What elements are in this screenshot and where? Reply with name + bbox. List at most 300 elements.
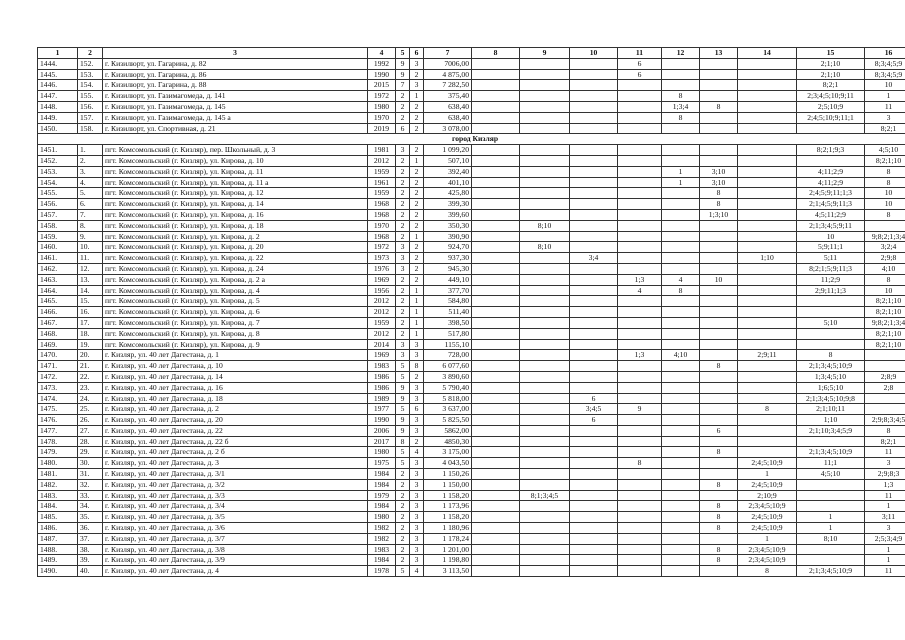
table-cell (662, 415, 700, 426)
table-cell: 2014 (368, 339, 396, 350)
table-cell: 3 (410, 512, 424, 523)
table-cell (865, 350, 905, 361)
table-cell: 3 (410, 479, 424, 490)
table-cell: 1444. (38, 58, 78, 69)
table-cell (570, 425, 618, 436)
table-cell (570, 285, 618, 296)
table-cell: 1 (865, 501, 905, 512)
table-cell (662, 296, 700, 307)
column-header: 4 (368, 48, 396, 59)
table-cell: 8 (662, 91, 700, 102)
table-cell (472, 512, 520, 523)
table-cell: 33. (78, 490, 103, 501)
table-cell: 10 (865, 285, 905, 296)
table-cell: 3 (410, 80, 424, 91)
table-cell (570, 80, 618, 91)
table-cell: 1972 (368, 242, 396, 253)
table-cell: 425,80 (424, 188, 472, 199)
table-cell (797, 490, 865, 501)
table-row (38, 317, 905, 328)
table-cell (797, 307, 865, 318)
table-cell: 1461. (38, 253, 78, 264)
table-cell: 3 (396, 253, 410, 264)
table-cell: 2 (396, 296, 410, 307)
table-cell: 8. (78, 220, 103, 231)
table-cell (618, 307, 662, 318)
table-cell (700, 253, 738, 264)
table-cell: 1;10 (738, 253, 797, 264)
table-cell: пгт. Комсомольский (г. Кизляр), ул. Кирова, д. 20 (103, 242, 368, 253)
table-row (38, 566, 905, 577)
column-header: 16 (865, 48, 905, 59)
table-cell (570, 220, 618, 231)
table-cell: 3 (410, 533, 424, 544)
table-cell: 1 (410, 231, 424, 242)
table-cell: 1446. (38, 80, 78, 91)
table-cell: 40. (78, 566, 103, 577)
table-cell: 507,10 (424, 155, 472, 166)
table-cell (570, 112, 618, 123)
table-cell: 1463. (38, 274, 78, 285)
table-cell (520, 523, 570, 534)
table-cell: г. Кизилюрт, ул. Газимагомеда, д. 141 (103, 91, 368, 102)
table-cell (662, 155, 700, 166)
table-cell: 18. (78, 328, 103, 339)
table-cell (618, 479, 662, 490)
table-cell (472, 523, 520, 534)
table-cell: 1. (78, 145, 103, 156)
table-cell: 2;4;5;10;9 (738, 523, 797, 534)
table-cell: 2 (396, 220, 410, 231)
table-cell (618, 145, 662, 156)
table-cell: 10 (865, 188, 905, 199)
table-row (38, 490, 905, 501)
table-cell: 8 (865, 274, 905, 285)
table-cell: 38. (78, 544, 103, 555)
table-cell (472, 350, 520, 361)
table-cell: 392,40 (424, 166, 472, 177)
table-cell: 1451. (38, 145, 78, 156)
table-cell: 2012 (368, 296, 396, 307)
column-header: 1 (38, 48, 78, 59)
table-cell: 11 (865, 566, 905, 577)
table-cell (738, 58, 797, 69)
table-cell: пгт. Комсомольский (г. Кизляр), ул. Кирова, д. 4 (103, 285, 368, 296)
table-cell: 2 (396, 166, 410, 177)
table-cell: 8;2;1;10 (865, 328, 905, 339)
table-cell (472, 361, 520, 372)
table-cell (520, 209, 570, 220)
table-cell: 4. (78, 177, 103, 188)
table-row (38, 307, 905, 318)
table-cell: 1 158,20 (424, 490, 472, 501)
table-cell: 3 175,00 (424, 447, 472, 458)
table-cell: 2 (410, 242, 424, 253)
table-cell (520, 58, 570, 69)
table-cell (472, 199, 520, 210)
table-cell (618, 220, 662, 231)
table-cell (472, 209, 520, 220)
table-cell: 1 (738, 533, 797, 544)
table-cell (738, 80, 797, 91)
table-cell: 3 (396, 242, 410, 253)
table-cell: 2 (410, 101, 424, 112)
table-cell (618, 566, 662, 577)
table-row (38, 501, 905, 512)
table-cell: 10. (78, 242, 103, 253)
table-cell (472, 501, 520, 512)
table-cell: 8 (738, 404, 797, 415)
table-cell: 2;9;8;3 (865, 469, 905, 480)
table-cell: 2 (410, 253, 424, 264)
table-cell: 8;2;1;10 (865, 307, 905, 318)
table-cell: 1 178,24 (424, 533, 472, 544)
table-cell (618, 382, 662, 393)
table-cell (738, 425, 797, 436)
table-cell (700, 393, 738, 404)
table-cell: 2 (396, 501, 410, 512)
table-cell: 2 (410, 263, 424, 274)
table-cell (520, 382, 570, 393)
table-cell: 638,40 (424, 112, 472, 123)
table-cell: 1980 (368, 512, 396, 523)
table-cell (520, 361, 570, 372)
table-cell (662, 566, 700, 577)
table-cell (618, 80, 662, 91)
column-header: 6 (410, 48, 424, 59)
table-cell: 24. (78, 393, 103, 404)
table-cell: 8 (700, 199, 738, 210)
table-cell: 8 (700, 361, 738, 372)
table-cell (520, 145, 570, 156)
table-cell (700, 112, 738, 123)
table-cell (700, 155, 738, 166)
table-cell: пгт. Комсомольский (г. Кизляр), ул. Кирова, д. 6 (103, 307, 368, 318)
table-cell: 1490. (38, 566, 78, 577)
table-cell: 31. (78, 469, 103, 480)
table-cell (618, 415, 662, 426)
table-cell (570, 123, 618, 134)
table-cell (618, 523, 662, 534)
table-cell: 1989 (368, 393, 396, 404)
table-cell (520, 101, 570, 112)
table-cell (570, 469, 618, 480)
table-cell: 517,80 (424, 328, 472, 339)
table-cell (662, 253, 700, 264)
table-body-kizilyurt (38, 58, 905, 134)
table-cell (618, 296, 662, 307)
table-cell: 158. (78, 123, 103, 134)
table-cell (738, 382, 797, 393)
table-row (38, 469, 905, 480)
table-cell: 2 (396, 91, 410, 102)
table-row (38, 58, 905, 69)
table-cell: 3 (410, 350, 424, 361)
table-cell: г. Кизляр, ул. 40 лет Дагестана, д. 2 (103, 404, 368, 415)
table-cell (520, 253, 570, 264)
table-cell: пгт. Комсомольский (г. Кизляр), ул. Кирова, д. 11 (103, 166, 368, 177)
table-cell: 3 113,50 (424, 566, 472, 577)
table-row (38, 436, 905, 447)
table-cell (662, 469, 700, 480)
table-cell: 5 790,40 (424, 382, 472, 393)
table-cell (520, 458, 570, 469)
table-cell (570, 523, 618, 534)
table-cell (738, 328, 797, 339)
table-cell (472, 112, 520, 123)
table-cell: пгт. Комсомольский (г. Кизляр), ул. Кирова, д. 2 а (103, 274, 368, 285)
table-cell: 1 150,00 (424, 479, 472, 490)
table-cell: 1981 (368, 145, 396, 156)
table-cell: 2 (410, 199, 424, 210)
table-cell: 1155,10 (424, 339, 472, 350)
table-cell: г. Кизляр, ул. 40 лет Дагестана, д. 3/3 (103, 490, 368, 501)
section-row (38, 134, 905, 145)
table-cell: г. Кизилюрт, ул. Спортивная, д. 21 (103, 123, 368, 134)
table-cell: 1990 (368, 415, 396, 426)
table-cell: 1455. (38, 188, 78, 199)
table-cell: 2 (396, 544, 410, 555)
table-cell (520, 371, 570, 382)
table-cell (738, 361, 797, 372)
table-cell (570, 69, 618, 80)
table-cell: 2;4;5;9;11;1;3 (797, 188, 865, 199)
table-cell (472, 123, 520, 134)
table-cell: г. Кизилюрт, ул. Газимагомеда, д. 145 а (103, 112, 368, 123)
table-cell: 4;5;11;2;9 (797, 209, 865, 220)
table-row (38, 199, 905, 210)
table-cell (520, 533, 570, 544)
table-cell: 3 078,00 (424, 123, 472, 134)
table-cell (662, 307, 700, 318)
table-cell (618, 361, 662, 372)
table-cell: 4850,30 (424, 436, 472, 447)
table-cell: 945,30 (424, 263, 472, 274)
table-cell: 4 (618, 285, 662, 296)
table-cell: 15. (78, 296, 103, 307)
table-cell: 2;1;10 (797, 69, 865, 80)
table-cell (618, 199, 662, 210)
table-cell: 8 (700, 501, 738, 512)
table-cell: 1 173,96 (424, 501, 472, 512)
column-header: 14 (738, 48, 797, 59)
table-cell (520, 123, 570, 134)
table-cell: 1 099,20 (424, 145, 472, 156)
table-cell (865, 361, 905, 372)
table-cell (700, 58, 738, 69)
table-cell: 3 (865, 458, 905, 469)
table-cell: 5 825,50 (424, 415, 472, 426)
table-cell: 8;3;4;5;9 (865, 58, 905, 69)
table-cell: 32. (78, 479, 103, 490)
table-cell (700, 469, 738, 480)
table-row (38, 188, 905, 199)
table-cell (738, 393, 797, 404)
table-cell (570, 339, 618, 350)
table-cell (520, 91, 570, 102)
table-cell: 4 875,00 (424, 69, 472, 80)
table-cell (865, 220, 905, 231)
table-cell: 1468. (38, 328, 78, 339)
table-cell: 2 (396, 555, 410, 566)
table-cell (472, 285, 520, 296)
table-cell (738, 339, 797, 350)
table-cell: 23. (78, 382, 103, 393)
table-cell: 1 180,96 (424, 523, 472, 534)
table-cell (520, 555, 570, 566)
table-cell: 10 (865, 199, 905, 210)
table-cell: 2;1;3;4;5;10;9;8 (797, 393, 865, 404)
table-cell: 377,70 (424, 285, 472, 296)
table-cell: 1460. (38, 242, 78, 253)
table-cell: 2 (410, 436, 424, 447)
table-cell: 3;11 (865, 512, 905, 523)
table-cell: 3 (410, 393, 424, 404)
table-cell: 5 (396, 458, 410, 469)
table-cell: 1473. (38, 382, 78, 393)
table-cell (700, 415, 738, 426)
table-cell: 2;9;11 (738, 350, 797, 361)
table-cell: 1;3 (618, 350, 662, 361)
table-row (38, 69, 905, 80)
table-cell (520, 479, 570, 490)
table-cell: 3;10 (700, 177, 738, 188)
table-cell (662, 458, 700, 469)
table-cell: 12. (78, 263, 103, 274)
table-cell: г. Кизляр, ул. 40 лет Дагестана, д. 10 (103, 361, 368, 372)
table-cell (618, 544, 662, 555)
table-cell: 2;5;3;4;9 (865, 533, 905, 544)
table-cell (738, 242, 797, 253)
table-cell: 1982 (368, 533, 396, 544)
table-cell (662, 512, 700, 523)
table-cell (662, 188, 700, 199)
table-cell (738, 177, 797, 188)
table-cell: 1959 (368, 188, 396, 199)
table-cell (662, 555, 700, 566)
table-cell: 5 (396, 566, 410, 577)
table-cell (520, 339, 570, 350)
table-cell: 1489. (38, 555, 78, 566)
table-cell (618, 501, 662, 512)
table-cell (618, 263, 662, 274)
table-cell: пгт. Комсомольский (г. Кизляр), ул. Кирова, д. 9 (103, 339, 368, 350)
table-cell (700, 307, 738, 318)
table-cell (472, 479, 520, 490)
table-cell: 5;10 (797, 317, 865, 328)
table-cell: 1450. (38, 123, 78, 134)
table-cell: 2 (396, 231, 410, 242)
table-cell: 1 (865, 555, 905, 566)
table-cell (570, 58, 618, 69)
table-cell (472, 242, 520, 253)
table-cell (618, 123, 662, 134)
table-cell (618, 91, 662, 102)
table-row (38, 361, 905, 372)
table-cell: 1970 (368, 112, 396, 123)
table-cell: 399,30 (424, 199, 472, 210)
table-cell: 3 (865, 112, 905, 123)
table-cell (472, 490, 520, 501)
table-cell: 2 (396, 112, 410, 123)
table-cell: 1456. (38, 199, 78, 210)
table-cell: 8 (865, 177, 905, 188)
table-cell: 1466. (38, 307, 78, 318)
table-cell: 1 (797, 523, 865, 534)
table-cell (662, 436, 700, 447)
table-cell: 3 (396, 339, 410, 350)
table-cell: 6 (410, 404, 424, 415)
table-cell: 6. (78, 199, 103, 210)
table-cell: 2012 (368, 155, 396, 166)
table-cell: 11 (865, 490, 905, 501)
table-cell: 8 (700, 188, 738, 199)
table-cell: 2;1;4;5;9;11;3 (797, 199, 865, 210)
table-cell: 8 (700, 101, 738, 112)
table-cell: 5;11 (797, 253, 865, 264)
table-row (38, 123, 905, 134)
table-cell (520, 274, 570, 285)
table-cell (570, 479, 618, 490)
table-row (38, 166, 905, 177)
table-cell (472, 415, 520, 426)
table-cell (570, 209, 618, 220)
table-cell: 7. (78, 209, 103, 220)
table-cell (618, 339, 662, 350)
table-cell (618, 155, 662, 166)
table-cell (570, 328, 618, 339)
table-cell: 1977 (368, 404, 396, 415)
table-cell: 1 201,00 (424, 544, 472, 555)
table-cell: 2;1;3;4;5;10;9 (797, 361, 865, 372)
table-cell (520, 307, 570, 318)
table-cell: 2012 (368, 328, 396, 339)
table-cell (618, 188, 662, 199)
table-cell (700, 285, 738, 296)
table-cell (520, 328, 570, 339)
table-row (38, 155, 905, 166)
column-header: 12 (662, 48, 700, 59)
table-cell: г. Кизляр, ул. 40 лет Дагестана, д. 20 (103, 415, 368, 426)
table-cell: 1975 (368, 458, 396, 469)
table-cell (472, 231, 520, 242)
table-cell (738, 145, 797, 156)
table-cell (738, 371, 797, 382)
table-cell: пгт. Комсомольский (г. Кизляр), ул. Кирова, д. 18 (103, 220, 368, 231)
table-cell: 152. (78, 58, 103, 69)
table-cell (662, 209, 700, 220)
table-row (38, 555, 905, 566)
table-cell: 8;1;3;4;5 (520, 490, 570, 501)
table-cell: 8 (738, 566, 797, 577)
table-cell: 2 (396, 490, 410, 501)
table-cell: 1990 (368, 69, 396, 80)
table-cell (618, 490, 662, 501)
table-cell (520, 80, 570, 91)
table-cell (618, 436, 662, 447)
table-cell: 2;1;3;4;5;9;11 (797, 220, 865, 231)
table-cell: 1;3;10 (700, 209, 738, 220)
table-cell: 9. (78, 231, 103, 242)
table-cell (700, 80, 738, 91)
table-cell (738, 166, 797, 177)
table-cell (520, 436, 570, 447)
table-cell: 2;10;9 (738, 490, 797, 501)
table-cell: 1;6;5;10 (797, 382, 865, 393)
table-cell: 2 (396, 285, 410, 296)
table-cell (662, 523, 700, 534)
table-cell: 1968 (368, 231, 396, 242)
